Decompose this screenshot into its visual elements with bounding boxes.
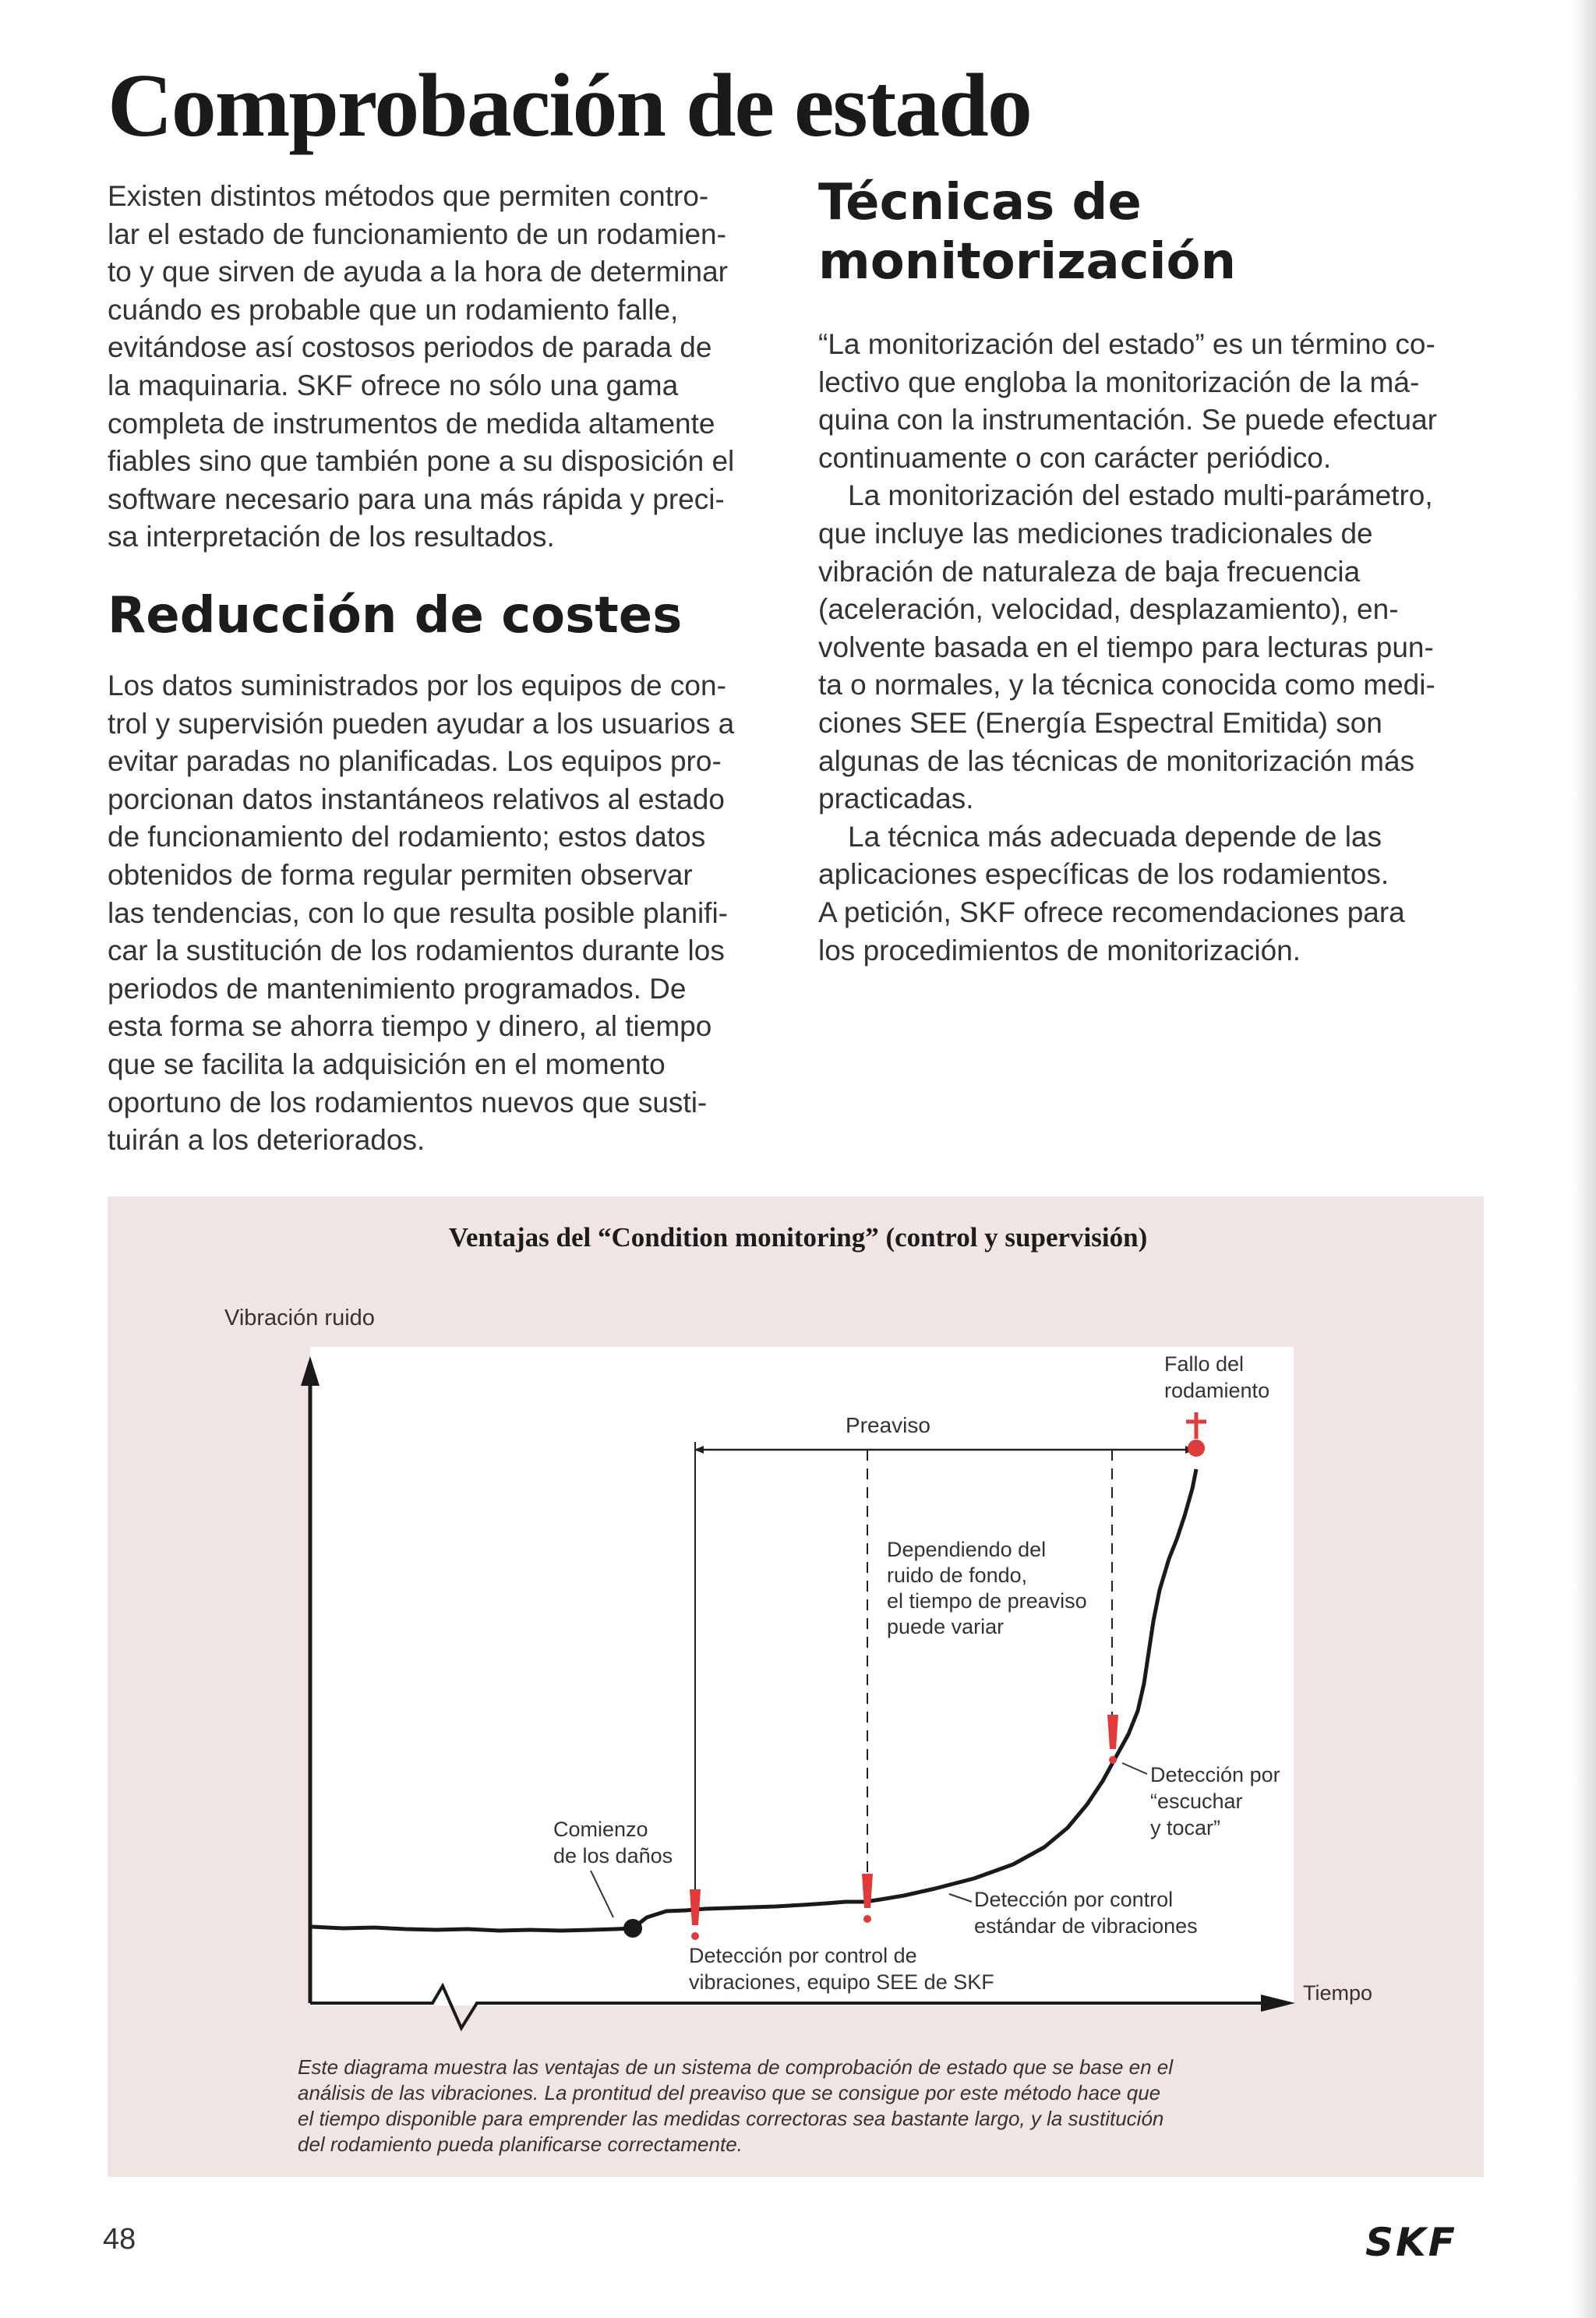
caption-line: el tiempo disponible para emprender las medidas correctoras sea bastante largo, y la sustitución	[298, 2107, 1164, 2130]
det-escuchar-line3: y tocar”	[1150, 1816, 1221, 1839]
det-see-line2: vibraciones, equipo SEE de SKF	[689, 1970, 994, 1994]
fallo-label-line1: Fallo del	[1164, 1352, 1245, 1376]
page-number: 48	[103, 2223, 136, 2256]
reduccion-line: las tendencias, con lo que resulta posible planifi-	[108, 896, 728, 929]
preaviso-label: Preaviso	[846, 1413, 930, 1437]
tecnicas-line: ta o normales, y la técnica conocida como medi-	[818, 669, 1435, 701]
intro-line: sa interpretación de los resultados.	[108, 521, 555, 553]
reduccion-line: oportuno de los rodamientos nuevos que susti-	[108, 1086, 708, 1118]
tecnicas-line: volvente basada en el tiempo para lecturas pun-	[818, 631, 1434, 663]
intro-line: lar el estado de funcionamiento de un rodamien-	[108, 217, 726, 250]
intro-line: fiables sino que también pone a su disposición el	[108, 445, 735, 478]
tecnicas-line: ciones SEE (Energía Espectral Emitida) son	[818, 706, 1382, 739]
intro-line: completa de instrumentos de medida altamente	[108, 407, 715, 440]
skf-logo: SKF	[1365, 2220, 1457, 2265]
det-control-line1: Detección por control	[974, 1888, 1174, 1911]
intro-line: to y que sirven de ayuda a la hora de determinar	[108, 256, 728, 288]
heading-line: Técnicas de	[818, 174, 1142, 231]
bearing-failure-dot	[1188, 1440, 1205, 1457]
det-control-line2: estándar de vibraciones	[974, 1914, 1198, 1938]
tecnicas-line: quina con la instrumentación. Se puede efectuar	[818, 404, 1437, 436]
tecnicas-line: La monitorización del estado multi-parámetro,	[848, 479, 1433, 512]
caption-line: análisis de las vibraciones. La prontitud del preaviso que se consigue por este método hace que	[298, 2081, 1161, 2104]
reduccion-line: periodos de mantenimiento programados. De	[108, 972, 687, 1005]
caption-line: del rodamiento pueda planificarse correctamente.	[298, 2132, 743, 2156]
reduccion-line: obtenidos de forma regular permiten observar	[108, 858, 693, 891]
page-title: Comprobación de estado	[108, 56, 1031, 156]
depend-label-line2: ruido de fondo,	[887, 1564, 1028, 1587]
fallo-label-line2: rodamiento	[1164, 1379, 1270, 1402]
figure-title: Ventajas del “Condition monitoring” (control y supervisión)	[448, 1222, 1148, 1253]
tecnicas-line: (aceleración, velocidad, desplazamiento), en-	[818, 593, 1399, 626]
comienzo-label-line1: Comienzo	[553, 1818, 648, 1841]
tecnicas-line: que incluye las mediciones tradicionales de	[818, 517, 1373, 549]
heading-line: monitorización	[818, 233, 1237, 291]
reduccion-line: Los datos suministrados por los equipos de con-	[108, 670, 726, 701]
tecnicas-line: los procedimientos de monitorización.	[818, 934, 1301, 966]
depend-label-line3: el tiempo de preaviso	[887, 1589, 1087, 1613]
det-escuchar-line2: “escuchar	[1150, 1790, 1243, 1813]
tecnicas-line: “La monitorización del estado” es un término co-	[818, 328, 1435, 360]
intro-line: cuándo es probable que un rodamiento falle,	[108, 293, 679, 326]
tecnicas-line: aplicaciones específicas de los rodamientos.	[818, 858, 1389, 891]
reduccion-line: de funcionamiento del rodamiento; estos datos	[108, 821, 706, 853]
reduccion-line: porcionan datos instantáneos relativos al estado	[108, 783, 725, 815]
tecnicas-line: lectivo que engloba la monitorización de la má-	[818, 366, 1420, 398]
heading-reduccion-costes: Reducción de costes	[108, 587, 683, 645]
depend-label-line4: puede variar	[887, 1615, 1005, 1638]
damage-start-dot	[623, 1919, 642, 1938]
reduccion-line: trol y supervisión pueden ayudar a los usuarios a	[108, 707, 735, 740]
tecnicas-line: La técnica más adecuada depende de las	[848, 820, 1382, 853]
depend-label-line1: Dependiendo del	[887, 1538, 1047, 1561]
tecnicas-line: practicadas.	[818, 783, 974, 815]
tecnicas-line: vibración de naturaleza de baja frecuencia	[818, 555, 1361, 588]
intro-line: Existen distintos métodos que permiten contro-	[108, 180, 709, 212]
figure-caption	[298, 2055, 1311, 2157]
reduccion-line: car la sustitución de los rodamientos durante los	[108, 935, 725, 967]
tecnicas-line: A petición, SKF ofrece recomendaciones para	[818, 896, 1405, 928]
intro-line: evitándose así costosos periodos de parada de	[108, 331, 712, 364]
comienzo-label-line2: de los daños	[553, 1844, 673, 1867]
det-escuchar-line1: Detección por	[1150, 1763, 1280, 1786]
reduccion-line: esta forma se ahorra tiempo y dinero, al tiempo	[108, 1010, 712, 1043]
x-axis-label: Tiempo	[1303, 1981, 1373, 2005]
tecnicas-line: algunas de las técnicas de monitorización más	[818, 744, 1415, 777]
reduccion-line: que se facilita la adquisición en el momento	[108, 1048, 666, 1080]
intro-line: software necesario para una más rápida y preci-	[108, 482, 725, 515]
y-axis-label: Vibración ruido	[224, 1306, 375, 1330]
det-see-line1: Detección por control de	[689, 1944, 917, 1967]
intro-line: la maquinaria. SKF ofrece no sólo una gama	[108, 369, 679, 401]
tecnicas-line: continuamente o con carácter periódico.	[818, 441, 1332, 474]
reduccion-line: evitar paradas no planificadas. Los equipos pro-	[108, 745, 722, 778]
caption-line: Este diagrama muestra las ventajas de un sistema de comprobación de estado que se base en el	[298, 2055, 1174, 2079]
reduccion-line: tuirán a los deteriorados.	[108, 1124, 425, 1157]
